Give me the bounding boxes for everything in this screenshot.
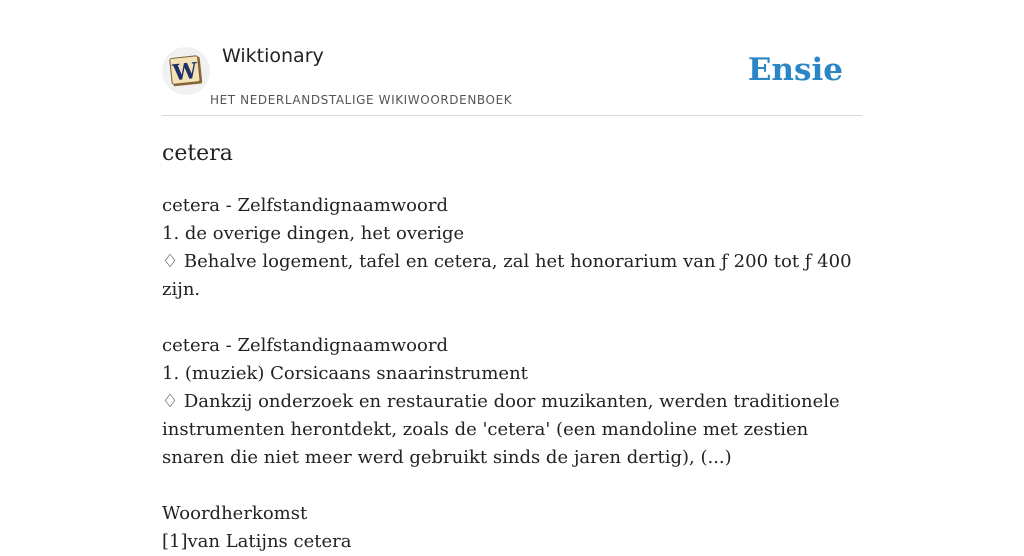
sense-1-heading: cetera - Zelfstandignaamwoord [162, 195, 448, 216]
ensie-brand-link[interactable]: Ensie [747, 52, 843, 88]
site-name[interactable]: Wiktionary [222, 45, 324, 67]
sense-2-definition: 1. (muziek) Corsicaans snaarinstrument [162, 363, 528, 384]
sense-2-example: ♢ Dankzij onderzoek en restauratie door muzikanten, werden traditionele instrumenten herontdekt, zoals de 'cetera' (een mandoline met zestien snaren die niet meer werd gebruikt sinds de jaren dertig), (...) [162, 391, 840, 468]
spacer [162, 304, 862, 332]
site-header [162, 0, 862, 116]
wiktionary-logo-icon[interactable] [162, 47, 210, 95]
page-title: cetera [162, 141, 233, 166]
sense-2-heading: cetera - Zelfstandignaamwoord [162, 335, 448, 356]
entry-content [162, 192, 862, 556]
page [162, 0, 862, 552]
spacer [162, 472, 862, 500]
etymology-text: [1]van Latijns cetera [162, 531, 352, 552]
sense-1-example: ♢ Behalve logement, tafel en cetera, zal het honorarium van ƒ 200 tot ƒ 400 zijn. [162, 251, 852, 300]
site-tagline: HET NEDERLANDSTALIGE WIKIWOORDENBOEK [210, 93, 513, 107]
wiktionary-logo-icon-graphic [162, 47, 210, 95]
etymology-heading: Woordherkomst [162, 503, 308, 524]
logo-letter: W [171, 57, 199, 87]
sense-1-definition: 1. de overige dingen, het overige [162, 223, 465, 244]
